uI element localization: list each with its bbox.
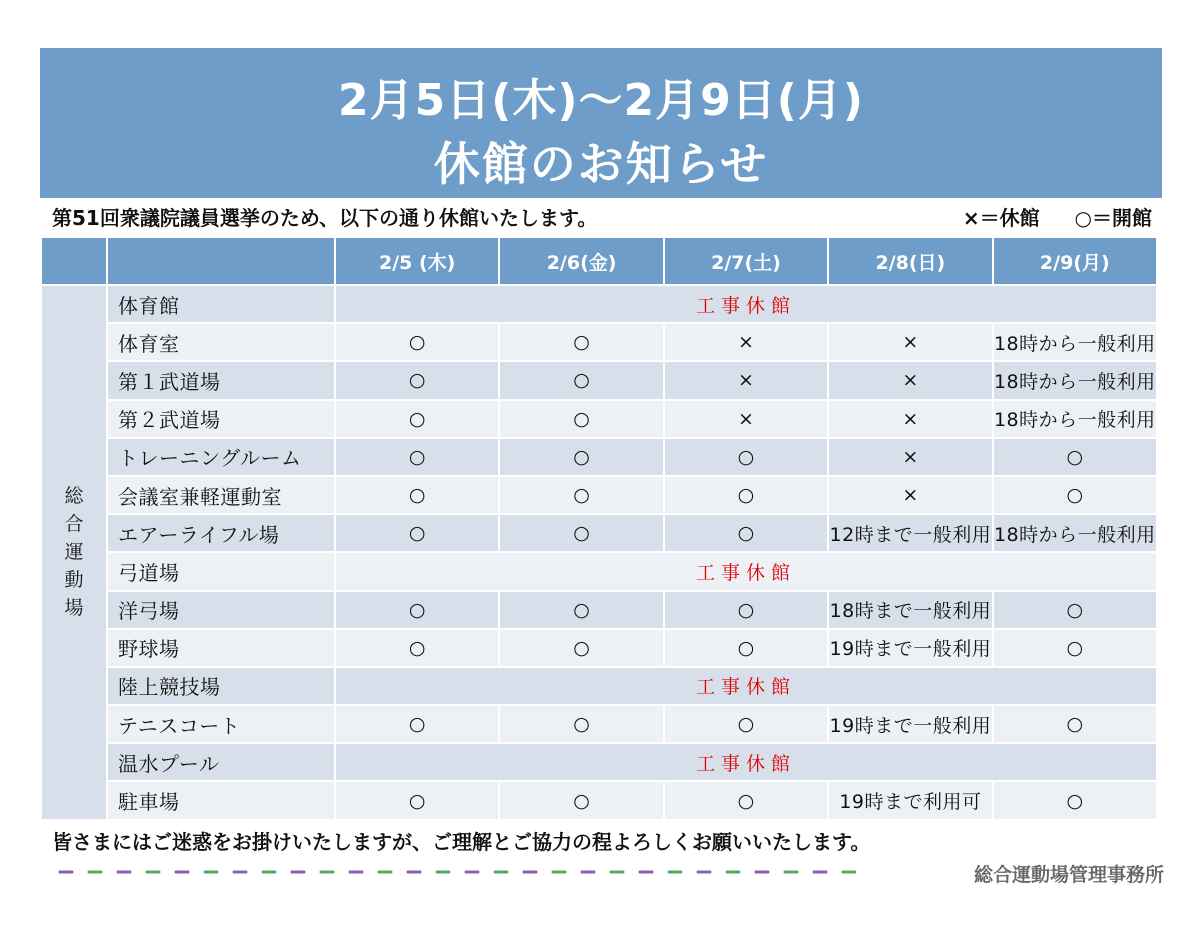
facility-name: 会議室兼軽運動室 [108,477,334,513]
status-cell: ○ [500,401,662,437]
status-cell: ○ [500,477,662,513]
facility-name: 第１武道場 [108,362,334,398]
facility-name: 陸上競技場 [108,668,334,704]
header-date: 2/5 (木) [336,238,498,284]
facility-name: テニスコート [108,706,334,742]
status-cell: ○ [336,782,498,818]
status-cell: ○ [336,439,498,475]
status-cell: ○ [500,439,662,475]
table-row [42,592,1156,628]
table-row [42,362,1156,398]
status-cell: × [829,362,991,398]
status-cell: × [665,362,827,398]
status-cell: × [829,324,991,360]
status-cell: ○ [665,515,827,551]
facility-name: 駐車場 [108,782,334,818]
table-row [42,477,1156,513]
status-cell: 19時まで一般利用 [829,630,991,666]
status-cell: ○ [500,630,662,666]
facility-name: トレーニングルーム [108,439,334,475]
table-row [42,668,1156,704]
legend-closed: ×＝休館 [962,206,1040,230]
title-heading: 休館のお知らせ [433,137,769,191]
status-cell: ○ [500,324,662,360]
facility-name: 温水プール [108,744,334,780]
status-cell: ○ [500,782,662,818]
status-cell: ○ [994,706,1156,742]
status-cell: ○ [336,706,498,742]
legend [935,202,1152,231]
status-cell: ○ [665,439,827,475]
status-cell: 18時まで一般利用 [829,592,991,628]
status-cell: ○ [336,477,498,513]
legend-open: ○＝開館 [1074,206,1152,230]
header-date: 2/6(金) [500,238,662,284]
status-cell: 18時から一般利用 [994,362,1156,398]
status-cell: 18時から一般利用 [994,515,1156,551]
closed-notice: 工事休館 [336,553,1156,589]
decorative-dash-line [56,862,856,882]
closed-notice: 工事休館 [336,668,1156,704]
table-row [42,401,1156,437]
status-cell: ○ [336,362,498,398]
status-cell: ○ [665,592,827,628]
table-row [42,744,1156,780]
status-cell: ○ [500,515,662,551]
status-cell: 19時まで利用可 [829,782,991,818]
status-cell: ○ [665,477,827,513]
status-cell: ○ [500,362,662,398]
facility-name: エアーライフル場 [108,515,334,551]
status-cell: × [829,439,991,475]
status-cell: ○ [336,401,498,437]
status-cell: 18時から一般利用 [994,401,1156,437]
status-cell: ○ [665,706,827,742]
title-banner [40,48,1162,198]
table-row [42,782,1156,818]
table-row [42,630,1156,666]
facility-name: 洋弓場 [108,592,334,628]
table-row [42,324,1156,360]
facility-name: 野球場 [108,630,334,666]
facility-name: 弓道場 [108,553,334,589]
header-date: 2/9(月) [994,238,1156,284]
notice-text: 第51回衆議院議員選挙のため、以下の通り休館いたします。 [52,206,598,230]
header-blank-side [42,238,106,284]
status-cell: ○ [994,439,1156,475]
status-cell: ○ [994,782,1156,818]
status-cell: ○ [994,477,1156,513]
side-label [42,286,106,819]
status-cell: ○ [994,630,1156,666]
header-date: 2/8(日) [829,238,991,284]
status-cell: 12時まで一般利用 [829,515,991,551]
status-cell: × [829,477,991,513]
status-cell: ○ [336,515,498,551]
table-row [42,439,1156,475]
status-cell: 18時から一般利用 [994,324,1156,360]
header-row [42,238,1156,284]
status-cell: ○ [500,592,662,628]
status-cell: ○ [665,630,827,666]
table-row [42,515,1156,551]
facility-name: 体育室 [108,324,334,360]
status-cell: ○ [336,592,498,628]
schedule-table [40,236,1158,821]
status-cell: 19時まで一般利用 [829,706,991,742]
side-label-text: 総合運動場 [64,485,84,620]
status-cell: × [665,401,827,437]
status-cell: × [829,401,991,437]
status-cell: ○ [500,706,662,742]
title-dates: 2月5日(木)～2月9日(月) [338,75,864,126]
closed-notice: 工事休館 [336,744,1156,780]
facility-name: 第２武道場 [108,401,334,437]
closed-notice: 工事休館 [336,286,1156,322]
header-blank-facility [108,238,334,284]
table-row [42,553,1156,589]
status-cell: × [665,324,827,360]
office-name: 総合運動場管理事務所 [973,864,1164,886]
status-cell: ○ [994,592,1156,628]
footer-message: 皆さまにはご迷惑をお掛けいたしますが、ご理解とご協力の程よろしくお願いいたします。 [52,830,871,854]
table-row [42,706,1156,742]
schedule-body [42,286,1156,819]
status-cell: ○ [665,782,827,818]
status-cell: ○ [336,630,498,666]
status-cell: ○ [336,324,498,360]
table-row [42,286,1156,322]
header-date: 2/7(土) [665,238,827,284]
facility-name: 体育館 [108,286,334,322]
